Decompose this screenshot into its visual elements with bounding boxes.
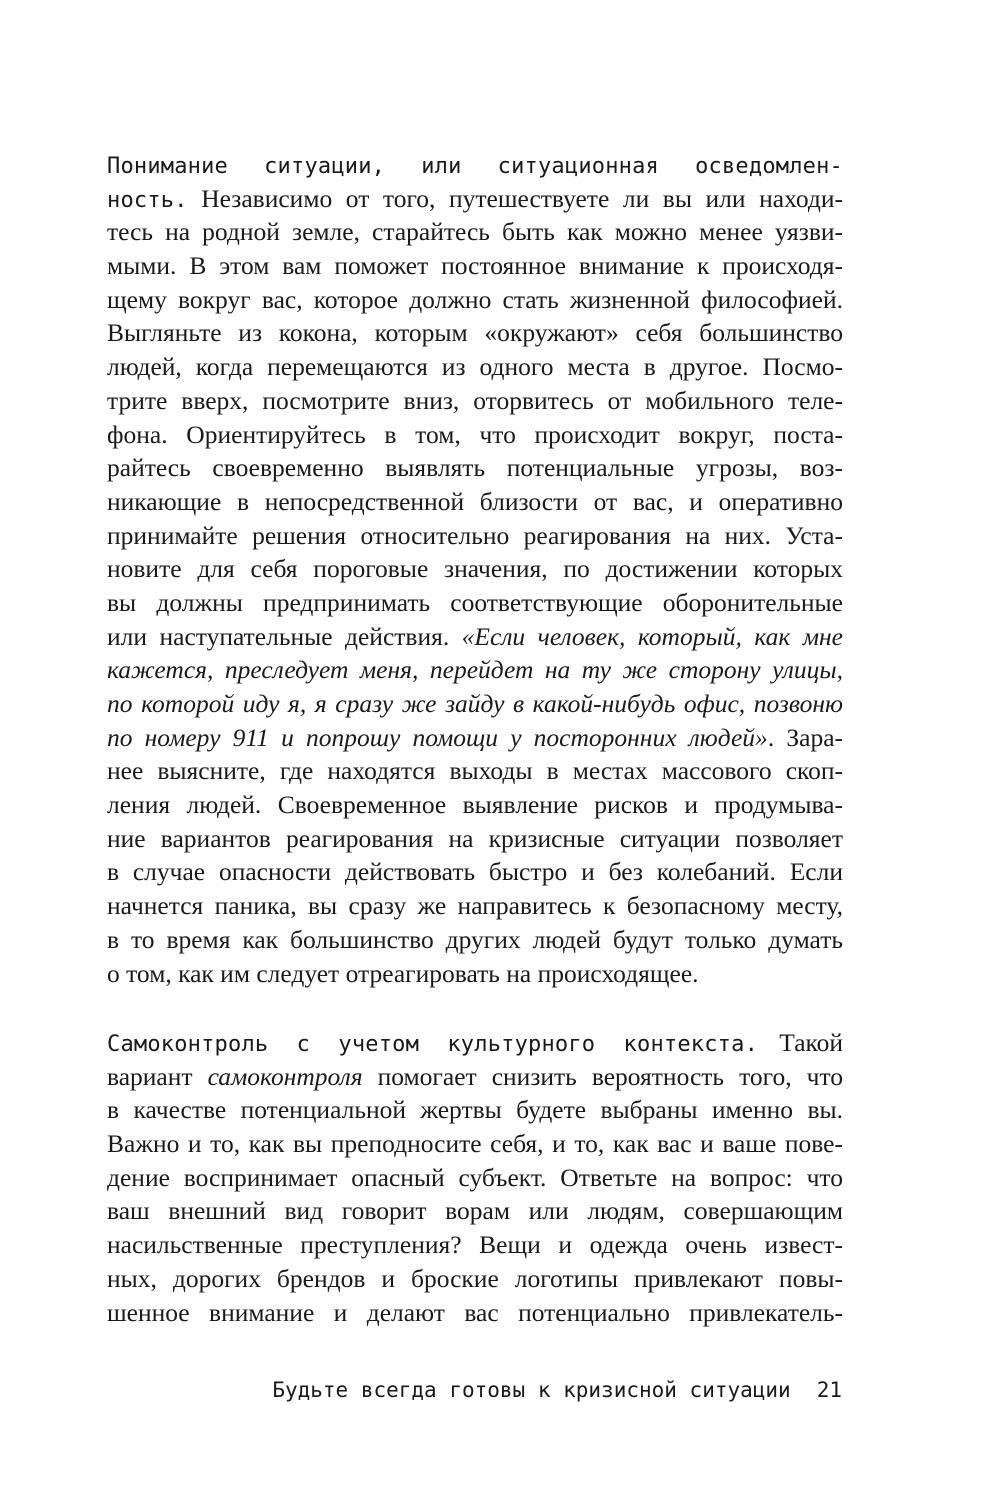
body-text: вы должны предпринимать соответствующие оборонительные [107,587,843,617]
text-line [107,1296,843,1330]
text-line [107,1194,843,1228]
text-line [107,889,843,923]
text-line [107,182,843,216]
body-text: шенное внимание и делают вас потенциально привлекатель- [107,1297,843,1327]
body-text: ления людей. Своевременное выявление рисков и продумыва- [107,790,843,820]
page-number: 21 [816,1378,842,1402]
text-line [107,721,843,755]
body-text: вариант [107,1061,208,1091]
body-text: в качестве потенциальной жертвы будете выбраны именно вы. [107,1095,843,1125]
page-footer [272,1378,842,1402]
text-line [107,1262,843,1296]
italic-text: по номеру 911 и попрошу помощи у посторонних людей» [107,722,768,752]
text-line [107,1093,843,1127]
text-line [107,754,843,788]
body-text: щему вокруг вас, которое должно стать жизненной философией. [107,284,843,314]
body-text: в то время как большинство других людей будут только думать [107,924,843,954]
body-text: в случае опасности действовать быстро и без колебаний. Если [107,857,843,887]
body-text: людей, когда перемещаются из одного места в другое. Посмо- [107,352,843,382]
body-text: новите для себя пороговые значения, по достижении которых [107,554,843,584]
text-line [107,687,843,721]
italic-text: «Если человек, который, как мне [461,621,843,651]
body-text: . Зара- [767,722,844,752]
body-text: начнется паника, вы сразу же направитесь к безопасному месту, [107,891,843,921]
text-line [107,855,843,889]
body-text: насильственные преступления? Вещи и одежда очень извест- [107,1230,843,1260]
italic-text: кажется, преследует меня, перейдет на ту же сторону улицы, [107,655,843,685]
body-text: ние вариантов реагирования на кризисные ситуации позволяет [107,823,843,853]
text-line [107,1161,843,1195]
text-line [107,788,843,822]
body-text: ваш внешний вид говорит ворам или людям, совершающим [107,1196,843,1226]
text-line [107,316,843,350]
text-line [107,552,843,586]
text-line [107,418,843,452]
text-line [107,485,843,519]
body-text: принимайте решения относительно реагирования на них. Уста- [107,520,843,550]
body-text: нее выясните, где находятся выходы в местах массового скоп- [107,756,843,786]
body-text: трите вверх, посмотрите вниз, оторвитесь от мобильного теле- [107,385,843,415]
text-line [107,1228,843,1262]
text-line [107,451,843,485]
run-in-heading: Понимание ситуации, или ситуационная осведомлен- [107,154,843,179]
body-text: Такой [758,1028,843,1057]
body-text: или наступательные действия. [107,621,462,651]
paragraph-self-control [107,1026,843,1329]
body-text: никающие в непосредственной близости от вас, и оперативно [107,486,843,516]
text-line [107,215,843,249]
run-in-heading: ность. [107,187,188,213]
text-line [107,822,843,856]
body-text: тесь на родной земле, старайтесь быть как можно менее уязви- [107,217,843,247]
running-title: Будьте всегда готовы к кризисной ситуации [272,1378,791,1402]
text-line [107,620,843,654]
body-text: о том, как им следует отреагировать на происходящее. [107,958,699,988]
body-text: Выгляньте из кокона, которым «окружают» себя большинство [107,318,843,348]
body-text: райтесь своевременно выявлять потенциальные угрозы, воз- [107,453,843,483]
body-text: помогает снизить вероятность того, что [362,1061,844,1091]
text-line [107,1060,843,1094]
text-line [107,249,843,283]
body-text: ных, дорогих брендов и броские логотипы привлекают повы- [107,1263,843,1293]
text-line [107,148,843,182]
body-text: Важно и то, как вы преподносите себя, и то, как вас и ваше пове- [107,1129,843,1159]
run-in-heading: Самоконтроль с учетом культурного контекста. [107,1032,759,1057]
text-line [107,923,843,957]
body-text: мыми. В этом вам поможет постоянное внимание к происходя- [107,251,843,281]
body-text: фона. Ориентируйтесь в том, что происходит вокруг, поста- [107,419,843,449]
text-line [107,519,843,553]
text-line [107,957,843,991]
text-line [107,653,843,687]
text-line [107,350,843,384]
text-line [107,1026,843,1060]
italic-text: по которой иду я, я сразу же зайду в какой-нибудь офис, позвоню [107,689,843,718]
text-line [107,586,843,620]
body-text: Независимо от того, путешествуете ли вы или находи- [187,183,843,213]
body-text: дение воспринимает опасный субъект. Ответьте на вопрос: что [107,1162,843,1192]
text-line [107,384,843,418]
text-line [107,1127,843,1161]
text-line [107,283,843,317]
italic-text: самоконтроля [207,1061,363,1091]
paragraph-situational-awareness [107,148,843,990]
